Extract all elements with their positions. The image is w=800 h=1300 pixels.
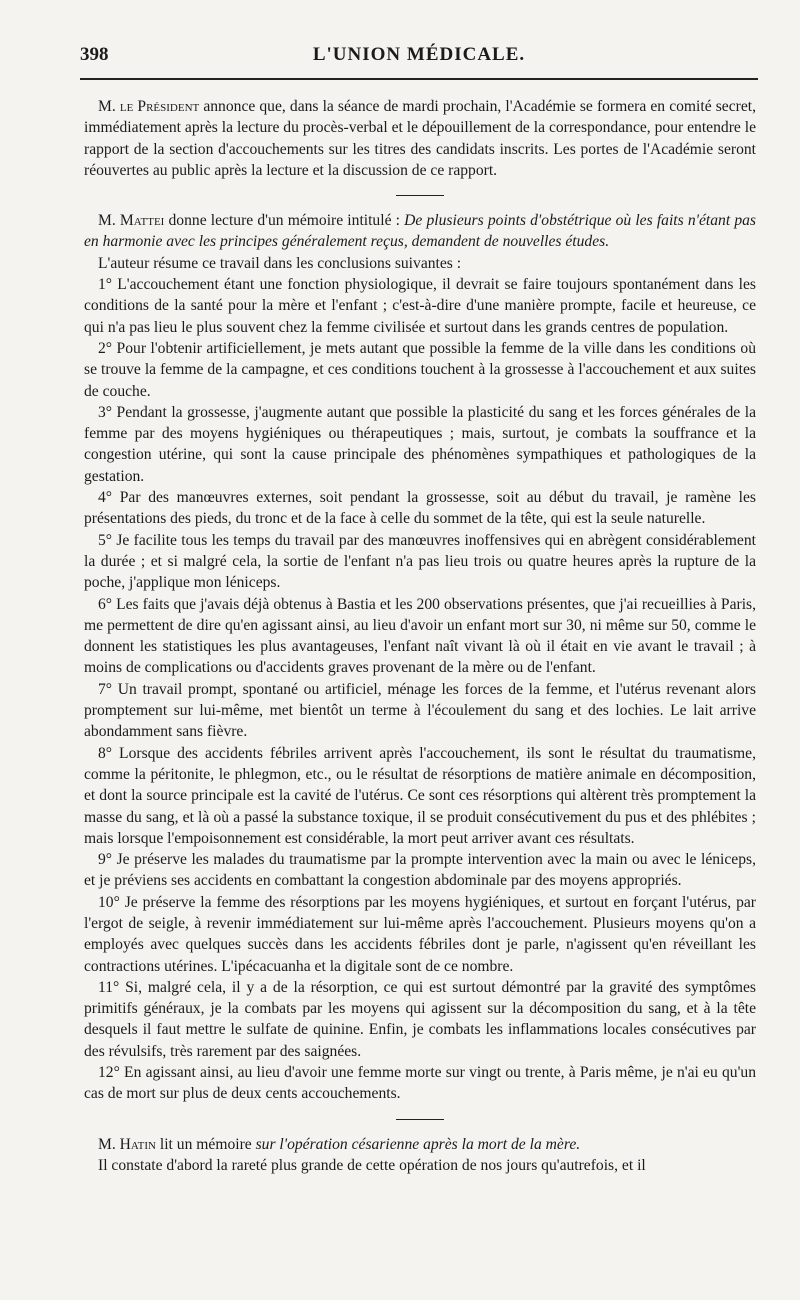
speaker-name: M. Hatin	[98, 1135, 156, 1153]
paragraph-text: annonce que, dans la séance de mardi prochain, l'Académie se formera en comité secret, immédiatement après la lecture du procès-verbal et le dépouillement de la correspondance, pour entendre le rapport de la section d'accouchements sur les titres des candidats inscrits. Les portes de l'Académie seront réouvertes au public après la lecture et la discussion de ce rapport.	[84, 98, 756, 179]
intro-paragraph: L'auteur résume ce travail dans les conclusions suivantes :	[98, 254, 462, 272]
speaker-name: M. le Président	[98, 98, 200, 115]
conclusion-item: 7° Un travail prompt, spontané ou artificiel, ménage les forces de la femme, et l'utérus revenant alors promptement sur lui-même, met bientôt un terme à l'écoulement du sang et des lochies. Le lait arrive abondamment sans fièvre.	[84, 680, 756, 741]
section-separator	[396, 1119, 444, 1120]
page-header	[80, 44, 758, 70]
section-separator	[396, 195, 444, 196]
conclusion-item: 10° Je préserve la femme des résorptions par les moyens hygiéniques, et surtout en forçant l'utérus, par l'ergot de seigle, à revenir immédiatement sur lui-même après l'accouchement. Plusieurs moyens qu'on a employés avec quelques succès dans les accidents fébriles dont je parle, n'agissent qu'en réveillant les contractions utérines. L'ipécacuanha et la digitale sont de ce nombre.	[84, 893, 756, 975]
article-body	[84, 96, 756, 1176]
conclusion-item: 1° L'accouchement étant une fonction physiologique, il devrait se faire toujours spontanément dans les conditions de la santé pour la mère et l'enfant ; c'est-à-dire d'une manière prompte, facile et heureuse, ce qui n'a pas lieu le plus souvent chez la femme civilisée et surtout dans les grands centres de population.	[84, 276, 756, 336]
paragraph-text: donne lecture d'un mémoire intitulé :	[164, 212, 405, 230]
conclusion-item: 9° Je préserve les malades du traumatisme par la prompte intervention avec la main ou avec le léniceps, et je préviens ses accidents en combattant la congestion abdominale par des moyens appropriés.	[84, 851, 756, 890]
memoir-title: sur l'opération césarienne après la mort de la mère.	[255, 1135, 581, 1153]
memoir-title: De plusieurs points d'obstétrique où les faits n'étant pas en harmonie avec les principes généralement reçus, demandent de nouvelles études.	[84, 212, 756, 251]
conclusion-item: 3° Pendant la grossesse, j'augmente autant que possible la plasticité du sang et les forces générales de la femme par des moyens hygiéniques ou thérapeutiques ; mais, surtout, je combats la souffrance et la congestion utérine, qui sont la cause principale des phénomènes sympathiques et pathologiques de la gestation.	[84, 403, 756, 485]
hatin-paragraph	[84, 1134, 756, 1155]
conclusion-item: 12° En agissant ainsi, au lieu d'avoir une femme morte sur vingt ou trente, à Paris même, je n'ai eu qu'un cas de mort sur plus de deux cents accouchements.	[84, 1064, 756, 1103]
president-paragraph	[84, 96, 756, 181]
speaker-name: M. Mattei	[98, 212, 165, 230]
paragraph-text: lit un mémoire	[155, 1135, 256, 1153]
conclusion-item: 6° Les faits que j'avais déjà obtenus à Bastia et les 200 observations présentes, que j'ai recueillies à Paris, me permettent de dire qu'en agissant ainsi, au lieu d'avoir un enfant mort sur 30, ni même sur 50, comme le donnent les statistiques les plus avantageuses, l'enfant naît vivant là où il était en vie avant le travail ; à moins de complications ou d'accidents graves provenant de la mère ou de l'enfant.	[84, 595, 756, 677]
conclusion-item: 11° Si, malgré cela, il y a de la résorption, ce qui est surtout démontré par la gravité des symptômes primitifs généraux, je la combats par les moyens qui agissent sur la décomposition du sang, et à la tête desquels il faut mettre le sulfate de quinine. Enfin, je combats les inflammations locales consécutives par des révulsifs, très rarement par des saignées.	[84, 978, 756, 1060]
page-number: 398	[80, 44, 109, 65]
conclusion-item: 8° Lorsque des accidents fébriles arrivent après l'accouchement, ils sont le résultat du traumatisme, comme la péritonite, le phlegmon, etc., ou le résultat de résorptions de matière animale en décomposition, et dont la source principale est la cavité de l'utérus. Ce sont ces résorptions qui altèrent très promptement la masse du sang, et là où a passé la substance toxique, il se produit consécutivement du pus et des phlébites ; mais lorsque l'empoisonnement est considérable, la mort peut arriver avant ces résultats.	[84, 744, 756, 847]
header-rule	[80, 78, 758, 80]
conclusion-item: 2° Pour l'obtenir artificiellement, je mets autant que possible la femme de la ville dans les conditions où se trouve la femme de la campagne, et ces conditions touchent à la grossesse à l'accouchement et aux suites de couche.	[84, 339, 756, 400]
conclusion-item: 5° Je facilite tous les temps du travail par des manœuvres inoffensives qui en abrègent considérablement la durée ; et si malgré cela, la sortie de l'enfant n'a pas lieu trois ou quatre heures après la rupture de la poche, j'applique mon léniceps.	[84, 531, 756, 592]
conclusion-item: 4° Par des manœuvres externes, soit pendant la grossesse, soit au début du travail, je ramène les présentations des pieds, du tronc et de la face à celle du sommet de la tête, qui est la seule naturelle.	[84, 489, 756, 528]
running-title: L'UNION MÉDICALE.	[312, 44, 526, 65]
last-line: Il constate d'abord la rareté plus grande de cette opération de nos jours qu'autrefois, et il	[98, 1156, 646, 1174]
mattei-paragraph	[84, 210, 756, 253]
